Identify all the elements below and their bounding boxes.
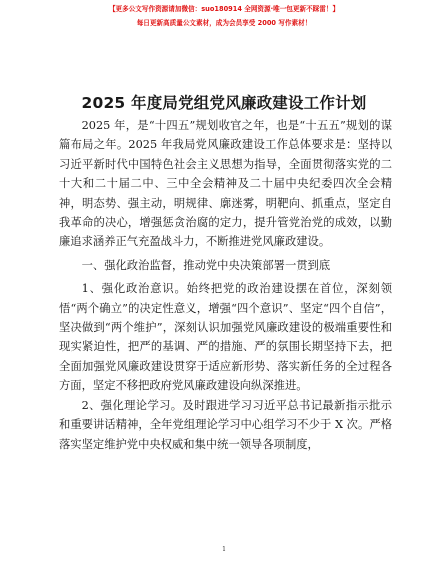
paragraph-2: 2、强化理论学习。及时跟进学习习近平总书记最新指示批示和重要讲话精神，全年党组理论学习中心组学习不少于 X 次。严格落实坚定维护党中央权威和集中统一领导各项制度， (59, 398, 392, 451)
promo-line-2: 每日更新高质量公文素材，成为会员享受 2000 写作素材！ (136, 19, 312, 27)
paragraph-1: 1、强化政治意识。始终把党的政治建设摆在首位，深刻领悟“两个确立”的决定性意义，增强“四个意识”、坚定“四个自信”，坚决做到“两个维护”，深刻认识加强党风廉政建设的极端重要性和现实紧迫性，把严的基调、严的措施、严的氛围长期坚持下去，把全面加强党风廉政建设贯穿于适应新形势、落实新任务的全过程各方面，坚定不移把政府党风廉政建设向纵深推进。 (59, 282, 392, 393)
paragraph-intro: 2025 年，是“十四五”规划收官之年，也是“十五五”规划的谋篇布局之年。2025 年我局党风廉政建设工作总体要求是：坚持以习近平新时代中国特色社会主义思想为指导，全面贯彻落实党的二十大和二十届二中、三中全会精神及二十届中央纪委四次全会精神，明态势、强主动，明规律、廓迷雾，明靶向、抓重点，坚定自我革命的决心，增强惩贪治腐的定力，提升管党治党的成效，以勤廉追求涵养正气充盈战斗力，不断推进党风廉政建设。 (59, 119, 392, 249)
promo-line-1: 【更多公文写作资源请加微信：suo180914 全网资源·唯一包更新不踩雷！】 (108, 5, 340, 13)
promo-banner (0, 2, 448, 30)
page-number: 1 (222, 546, 226, 553)
document-title: 2025 年度局党组党风廉政建设工作计划 (81, 94, 367, 112)
document-body (59, 116, 392, 454)
section-heading-1: 一、强化政治监督，推动党中央决策部署一贯到底 (81, 258, 331, 272)
